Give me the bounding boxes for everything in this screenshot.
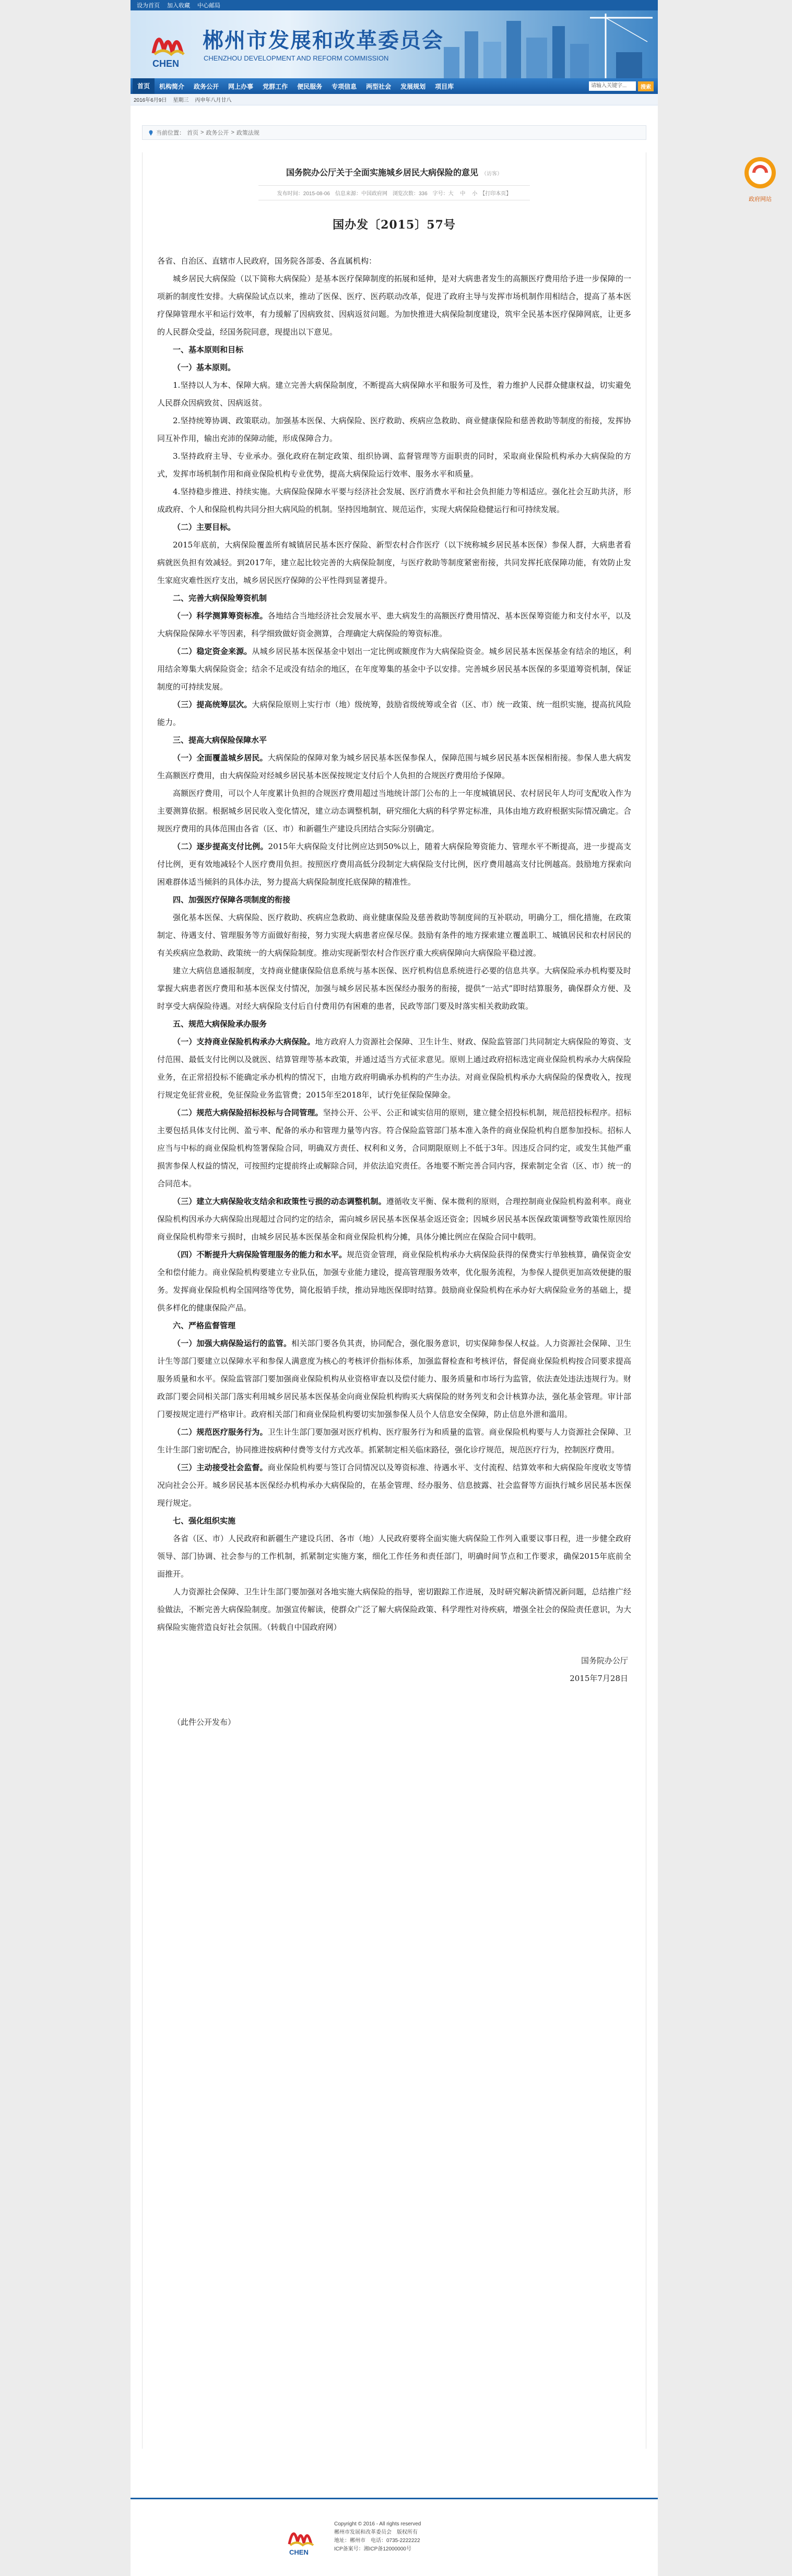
search-input[interactable]: 请输入关键字... <box>589 81 636 91</box>
signer: 国务院办公厅 <box>581 1656 628 1665</box>
release-note: （此件公开发布） <box>173 1718 236 1727</box>
article-paragraph: 高额医疗费用，可以个人年度累计负担的合规医疗费用超过当地统计部门公布的上一年度城镇居民、农村居民年人均可支配收入作为主要测算依据。根据城乡居民收入变化情况，建立动态调整机制，研究细化大病的科学界定标准，具体由地方政府根据实际情况确定。合规医疗费用的具体范围由各省（区、市）和新疆生产建设兵团结合实际分别确定。 <box>157 789 631 833</box>
nav-item-party-work[interactable]: 党群工作 <box>263 82 288 90</box>
article-tag: （访客） <box>481 171 502 177</box>
article-paragraph: 2.坚持统筹协调、政策联动。加强基本医保、大病保险、医疗救助、疾病应急救助、商业健康保险和慈善救助等制度的衔接，发挥协同互补作用，输出充沛的保障动能，形成保障合力。 <box>157 416 631 443</box>
article-title: 国务院办公厅关于全面实施城乡居民大病保险的意见 （访客） <box>286 168 502 177</box>
article-paragraph <box>157 1246 631 1317</box>
site-logo-icon[interactable] <box>143 22 195 72</box>
salutation: 各省、自治区、直辖市人民政府，国务院各部委、各直属机构： <box>157 256 377 266</box>
nav-item-about[interactable]: 机构简介 <box>159 82 185 90</box>
page-container <box>131 0 658 2576</box>
top-bar <box>131 0 658 10</box>
article-paragraph <box>157 749 631 784</box>
section-heading: 五、规范大病保险承办服务 <box>173 1019 267 1029</box>
article-paragraph: 强化基本医保、大病保险、医疗救助、疾病应急救助、商业健康保险及慈善救助等制度间的互补联动，明确分工，细化措施，在政策制定、待遇支付、管理服务等方面做好衔接，努力实现大病患者应保尽保。鼓励有条件的地方探索建立覆盖职工、城镇居民和农村居民的有关疾病应急救助、政策统一的大病保险制度。推动实现新型农村合作医疗重大疾病保障向大病保险平稳过渡。 <box>157 913 631 958</box>
signature-block <box>157 1652 631 1687</box>
section-heading: 七、强化组织实施 <box>173 1516 236 1525</box>
svg-text:CHEN: CHEN <box>289 2548 309 2556</box>
site-title: 郴州市发展和改革委员会 <box>203 29 444 52</box>
section-heading: 一、基本原则和目标 <box>173 345 244 354</box>
search-area <box>589 81 658 91</box>
breadcrumb: 当前位置： 首页 > 政务公开 > 政策法规 <box>142 125 646 140</box>
section-heading: 二、完善大病保险筹资机制 <box>173 593 267 603</box>
paragraph-text: 大病保险原则上实行市（地）级统筹，鼓励省级统筹或全省（区、市）统一政策、统一组织实施，提高抗风险能力。 <box>157 700 631 727</box>
paragraph-lead: （二）稳定资金来源。 <box>173 647 252 656</box>
topbar-link-mail[interactable]: 中心邮局 <box>197 3 220 9</box>
paragraph-text: 规范资金管理，商业保险机构承办大病保险获得的保费实行单独核算，确保资金安全和偿付能力。商业保险机构要建立专业队伍，加强专业能力建设，提高管理服务效率，优化服务流程，为参保人提供更加高效便捷的服务。发挥商业保险机构全国网络等优势，简化报销手续，推动异地医保即时结算。鼓励商业保险机构在承办好大病保险业务的基础上，提供多样化的健康保险产品。 <box>157 1250 631 1313</box>
article-paragraph: 建立大病信息通报制度，支持商业健康保险信息系统与基本医保、医疗机构信息系统进行必要的信息共享。大病保险承办机构要及时掌握大病患者医疗费用和基本医保支付情况，加强与城乡居民基本医保经办服务的衔接，提供“一站式”即时结算服务，确保群众方便、及时享受大病保险待遇。对经大病保险支付后自付费用仍有困难的患者，民政等部门要及时落实相关救助政策。 <box>157 966 631 1011</box>
date-bar <box>131 94 658 105</box>
site-subtitle: CHENZHOU DEVELOPMENT AND REFORM COMMISSION <box>204 54 389 62</box>
article-paragraph <box>157 696 631 731</box>
paragraph-text: 2015年大病保险支付比例应达到50%以上，随着大病保险筹资能力、管理水平不断提高，进一步提高支付比例，更有效地减轻个人医疗费用负担。按照医疗费用高低分段制定大病保险支付比例，医疗费用越高支付比例越高。鼓励地方探索向困难群体适当倾斜的具体办法，努力提高大病保险制度托底保障的精准性。 <box>157 842 631 887</box>
breadcrumb-home[interactable]: 首页 <box>187 130 198 136</box>
section-heading: 四、加强医疗保障各项制度的衔接 <box>173 895 291 904</box>
nav-item-public-services[interactable]: 便民服务 <box>297 82 323 90</box>
article-body <box>157 252 631 1636</box>
paragraph-lead: （一）全面覆盖城乡居民。 <box>173 753 268 762</box>
section-heading: （二）主要目标。 <box>173 522 236 532</box>
paragraph-text: 卫生计生部门要加强对医疗机构、医疗服务行为和质量的监管。商业保险机构要与人力资源社会保障、卫生计生部门密切配合，协同推进按病种付费等支付方式改革。抓紧制定相关临床路径，强化诊疗规范，规范医疗行为，控制医疗费用。 <box>157 1427 631 1454</box>
site-banner <box>131 10 658 78</box>
article-paragraph: 人力资源社会保障、卫生计生部门要加强对各地实施大病保险的指导，密切跟踪工作进展，及时研究解决新情况新问题，总结推广经验做法，不断完善大病保险制度。加强宣传解读，使群众广泛了解大病保险政策、科学理性对待疾病，增强全社会的保险责任意识，为大病保险实施营造良好社会氛围。（转载自中国政府网） <box>157 1587 631 1632</box>
article-paragraph: 城乡居民大病保险（以下简称大病保险）是基本医疗保障制度的拓展和延伸，是对大病患者发生的高额医疗费用给予进一步保障的一项新的制度性安排。大病保险试点以来，推动了医保、医疗、医药联动改革，促进了政府主导与发挥市场机制作用相结合，提高了基本医疗保障管理水平和运行效率，有力缓解了因病致贫、因病返贫问题。为加快推进大病保险制度建设，筑牢全民基本医疗保障网底，让更多的人民群众受益，经国务院同意，现提出以下意见。 <box>157 274 631 337</box>
paragraph-text: 地方政府人力资源社会保障、卫生计生、财政、保险监管部门共同制定大病保险的筹资、支付范围、最低支付比例以及就医、结算管理等基本政策，并通过适当方式征求意见。原则上通过政府招标选定商业保险机构承办大病保险业务，在正常招投标不能确定承办机构的情况下，由地方政府明确承办机构的产生办法。对商业保险机构承办大病保险的保费收入，按现行规定免征营业税，免征保险业务监管费；2015年至2018年，试行免征保险保障金。 <box>157 1037 631 1100</box>
document-number: 国办发〔2015〕57号 <box>333 218 456 232</box>
article-paragraph <box>157 607 631 642</box>
topbar-link-favorite[interactable]: 加入收藏 <box>167 3 190 9</box>
skyline-illustration <box>433 10 658 78</box>
article-paragraph <box>157 1423 631 1459</box>
paragraph-text: 商业保险机构要与签订合同情况以及筹资标准、待遇水平、支付流程、结算效率和大病保险年度收支等情况向社会公开。城乡居民基本医保经办机构承办大病保险的，在基金管理、经办服务、信息披露、社会监督等方面执行城乡居民基本医保现行规定。 <box>157 1463 631 1508</box>
paragraph-lead: （三）建立大病保险收支结余和政策性亏损的动态调整机制。 <box>173 1197 386 1206</box>
svg-text:CHEN: CHEN <box>152 58 180 69</box>
article-paragraph: 1.坚持以人为本、保障大病。建立完善大病保险制度，不断提高大病保障水平和服务可及性，着力维护人民群众健康权益，切实避免人民群众因病致贫、因病返贫。 <box>157 380 631 408</box>
paragraph-lead: （二）逐步提高支付比例。 <box>173 842 268 851</box>
section-heading: （一）基本原则。 <box>173 363 236 372</box>
article-paragraph <box>157 1104 631 1192</box>
topbar-link-home[interactable]: 设为首页 <box>137 3 160 9</box>
article-paragraph <box>157 1192 631 1246</box>
article-paragraph <box>157 1459 631 1512</box>
section-heading: 三、提高大病保险保障水平 <box>173 735 267 745</box>
article-paragraph <box>157 838 631 891</box>
paragraph-text: 相关部门要各负其责，协同配合，强化服务意识，切实保障参保人权益。人力资源社会保障、卫生计生等部门要建立以保障水平和参保人满意度为核心的考核评价指标体系，加强监督检查和考核评估，督促商业保险机构按合同要求提高服务质量和水平。保险监管部门要加强商业保险机构从业资格审查以及偿付能力、服务质量和市场行为监管，依法查处违法违规行为。财政部门要会同相关部门落实利用城乡居民基本医保基金向商业保险机构购买大病保险的财务列支和会计核算办法，强化基金管理。审计部门要按规定进行严格审计。政府相关部门和商业保险机构要切实加强参保人员个人信息安全保障，防止信息外泄和滥用。 <box>157 1339 631 1419</box>
breadcrumb-public-affairs[interactable]: 政务公开 <box>206 130 229 136</box>
paragraph-lead: （二）规范医疗服务行为。 <box>173 1427 268 1437</box>
article-paragraph: 各省（区、市）人民政府和新疆生产建设兵团、各市（地）人民政府要将全面实施大病保险工作列入重要议事日程，进一步健全政府领导、部门协调、社会参与的工作机制，抓紧制定实施方案，细化工作任务和责任部门，明确时间节点和工作要求，确保2015年底前全面推开。 <box>157 1534 631 1579</box>
location-pin-icon <box>148 129 154 136</box>
article-paragraph <box>157 1033 631 1104</box>
footer-logo-icon <box>282 2520 324 2558</box>
article-paragraph <box>157 1334 631 1423</box>
paragraph-lead: （二）规范大病保险招标投标与合同管理。 <box>173 1108 323 1117</box>
section-heading: 六、严格监督管理 <box>173 1321 236 1330</box>
paragraph-lead: （三）提高统筹层次。 <box>173 700 252 709</box>
nav-item-project-library[interactable]: 项目库 <box>435 82 454 90</box>
article-paragraph: 2015年底前，大病保险覆盖所有城镇居民基本医疗保险、新型农村合作医疗（以下统称城乡居民基本医保）参保人群，大病患者看病就医负担有效减轻。到2017年，建立起比较完善的大病保险制度，与医疗救助等制度紧密衔接，共同发挥托底保障功能，有效防止发生家庭灾难性医疗支出，城乡居民医疗保障的公平性得到显著提升。 <box>157 540 631 585</box>
article-paragraph <box>157 642 631 696</box>
breadcrumb-label: 当前位置： <box>156 130 185 136</box>
lunar-date: 丙申年八月廿八 <box>195 98 232 103</box>
nav-item-special-info[interactable]: 专项信息 <box>332 82 357 90</box>
paragraph-text: 遵循收支平衡、保本微利的原则，合理控制商业保险机构盈利率。商业保险机构因承办大病保险出现超过合同约定的结余，需向城乡居民基本医保基金返还资金；因城乡居民基本医保政策调整等政策性原因给商业保险机构带来亏损时，由城乡居民基本医保基金和商业保险机构分摊，具体分摊比例应在保险合同中载明。 <box>157 1197 631 1242</box>
search-button[interactable]: 搜索 <box>638 81 654 91</box>
site-footer <box>131 2498 658 2576</box>
breadcrumb-policy[interactable]: 政策法规 <box>236 130 259 136</box>
nav-item-home[interactable]: 首页 <box>133 78 155 94</box>
nav-item-planning[interactable]: 发展规划 <box>400 82 426 90</box>
paragraph-text: 各地结合当地经济社会发展水平、患大病发生的高额医疗费用情况、基本医保筹资能力和支付水平，以及大病保险保障水平等因素，科学细致做好资金测算，合理确定大病保险的筹资标准。 <box>157 611 631 638</box>
paragraph-lead: （三）主动接受社会监督。 <box>173 1463 268 1472</box>
sign-date: 2015年7月28日 <box>570 1674 628 1683</box>
nav-item-online-services[interactable]: 网上办事 <box>228 82 254 90</box>
paragraph-lead: （四）不断提升大病保险管理服务的能力和水平。 <box>173 1250 347 1259</box>
article-meta: 发布时间：2015-08-06 信息来源：中国政府网 浏览次数：336 字号：大 中 小 【打印本页】 <box>258 185 530 200</box>
footer-text: Copyright © 2016 - All rights reserved 郴州市发展和改革委员会 版权所有 地址：郴州市 电话：0735-2222222 ICP备案号：湘ICP备12000000号 <box>334 2521 421 2552</box>
article-paragraph: 3.坚持政府主导、专业承办。强化政府在制定政策、组织协调、监督管理等方面职责的同时，采取商业保险机构承办大病保险的方式，发挥市场机制作用和商业保险机构专业优势，提高大病保险运行效率、服务水平和质量。 <box>157 451 631 479</box>
current-weekday: 星期三 <box>173 98 189 103</box>
paragraph-text: 坚持公开、公平、公正和诚实信用的原则，建立健全招投标机制，规范招投标程序。招标主要包括具体支付比例、盈亏率、配备的承办和管理力量等内容。符合保险监管部门基本准入条件的商业保险机构自愿参加投标。招标人应当与中标的商业保险机构签署保险合同，明确双方责任、权利和义务，合同期限原则上不低于3年。因违反合同约定，或发生其他严重损害参保人权益的情况，可按照约定提前终止或解除合同，并依法追究责任。各地要不断完善合同内容，探索制定全省（区、市）统一的合同范本。 <box>157 1108 631 1188</box>
paragraph-lead: （一）科学测算筹资标准。 <box>173 611 268 621</box>
nav-item-public-affairs[interactable]: 政务公开 <box>194 82 219 90</box>
government-site-badge-icon[interactable] <box>740 154 780 206</box>
paragraph-lead: （一）加强大病保险运行的监管。 <box>173 1339 292 1348</box>
svg-text:政府网站: 政府网站 <box>749 196 772 202</box>
current-date: 2016年6月9日 <box>134 98 167 103</box>
nav-item-two-type-society[interactable]: 两型社会 <box>366 82 392 90</box>
article-paragraph: 4.坚持稳步推进、持续实施。大病保险保障水平要与经济社会发展、医疗消费水平和社会负担能力等相适应。强化社会互助共济，形成政府、个人和保险机构共同分担大病风险的机制。坚持因地制宜、规范运作，实现大病保险稳健运行和可持续发展。 <box>157 487 631 514</box>
article-container <box>142 152 646 2449</box>
paragraph-text: 从城乡居民基本医保基金中划出一定比例或额度作为大病保险资金。城乡居民基本医保基金有结余的地区，利用结余筹集大病保险资金；结余不足或没有结余的地区，在年度筹集的基金中予以安排。完善城乡居民基本医保的多渠道筹资机制，保证制度的可持续发展。 <box>157 647 631 691</box>
paragraph-lead: （一）支持商业保险机构承办大病保险。 <box>173 1037 315 1046</box>
main-nav <box>131 78 658 94</box>
paragraph-text: 大病保险的保障对象为城乡居民基本医保参保人，保障范围与城乡居民基本医保相衔接。参保人患大病发生高额医疗费用，由大病保险对经城乡居民基本医保按规定支付后个人负担的合规医疗费用给予保障。 <box>157 753 631 780</box>
